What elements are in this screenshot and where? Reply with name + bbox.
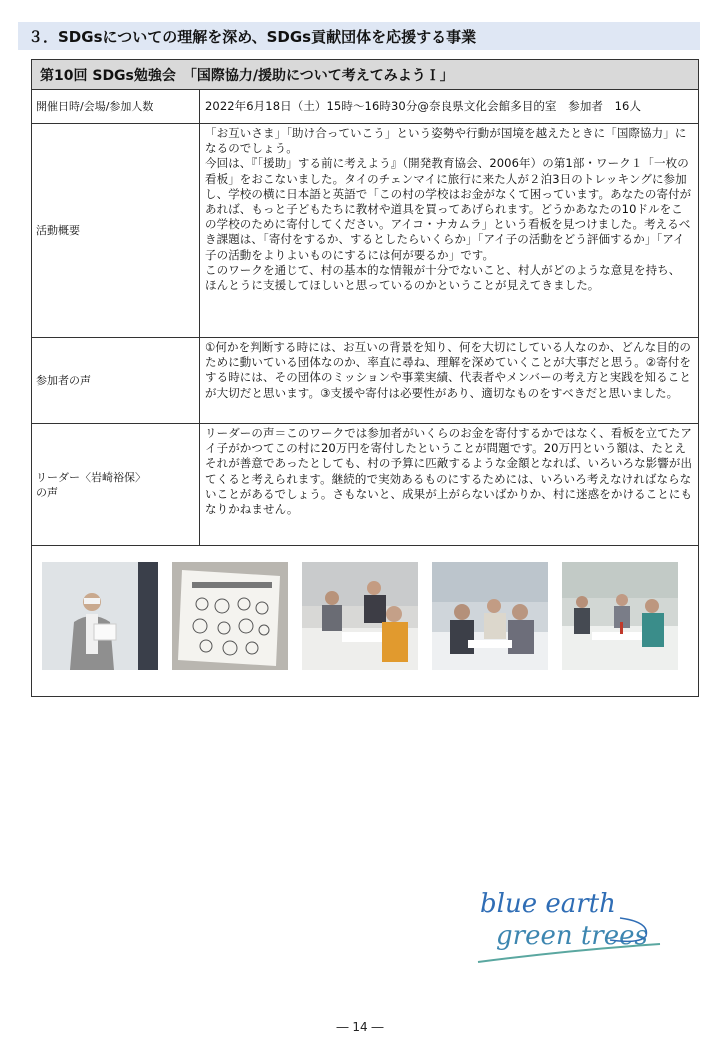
row-leader-voice bbox=[32, 424, 698, 546]
row-content: 2022年6月18日（土）15時～16時30分@奈良県文化会館多目的室 参加者 16人 bbox=[205, 98, 642, 113]
row-content: ①何かを判断する時には、お互いの背景を知り、何を大切にしている人なのか、どんな目的のために動いている団体なのか、率直に尋ね、理解を深めていくことが大事だと思う。②寄付をする時には、その団体のミッションや事業実績、代表者やメンバーの考え方と実践を知ることが大切だと思います。③支援や寄付は必要性があり、適切なものをすべきだと思いました。 bbox=[205, 340, 692, 400]
row-date-venue bbox=[32, 90, 698, 124]
logo-line-1: blue earth bbox=[480, 889, 616, 919]
photo-worksheet bbox=[172, 562, 288, 670]
row-activity-summary bbox=[32, 124, 698, 338]
photo-table-group bbox=[562, 562, 678, 670]
row-content: リーダーの声＝このワークでは参加者がいくらのお金を寄付するかではなく、看板を立てたアイ子がかつてこの村に20万円を寄付したということが問題です。20万円という額は、たとえそれが善意であったとしても、村の予算に匹敵するような金額となれば、いろいろな影響が出てくると考えられます。継続的で実効あるものにするためには、いろいろ考えなければならないことがあるでしょう。さもないと、成果が上がらないばかりか、村に迷惑をかけることにもなりかねません。 bbox=[205, 426, 693, 517]
section-heading: ３．SDGsについての理解を深め、SDGs貢献団体を応援する事業 bbox=[18, 22, 700, 50]
row-content: 「お互いさま」「助け合っていこう」という姿勢や行動が国境を越えたときに「国際協力」になるのでしょう。 今回は、『「援助」する前に考えよう』（開発教育協会、2006年）の第1部・ワーク１「一枚の看板」をおこないました。タイのチェンマイに旅行に来た人が２泊3日のトレッキングに参加し、学校の横に日本語と英語で「この村の学校はお金がなくて困っています。あなたの寄付があれば、もっと子どもたちに教材や道具を買ってあげられます。どうかあなたの10ドルをこの学校のために寄付してください。アイコ・ナカムラ」という看板を見つけました。考えるべき課題は、「寄付をするか、するとしたらいくらか」「アイ子の活動をどう評価するか」「アイ子の活動をよりよいものにするには何が要るか」です。 このワークを通じて、村の基本的な情報が十分でないこと、村人がどのような意見を持ち、 ほんとうに支援してほしいと思っているのかということが見えてきました。 bbox=[205, 126, 692, 293]
row-label: 参加者の声 bbox=[32, 338, 200, 423]
blue-earth-green-trees-logo bbox=[470, 878, 670, 970]
row-label: リーダー〈岩崎裕保〉 の声 bbox=[32, 424, 200, 545]
photo-participants-working bbox=[432, 562, 548, 670]
report-table bbox=[31, 59, 699, 697]
page-number: ― 14 ― bbox=[336, 1020, 384, 1034]
report-title: 第10回 SDGs勉強会 「国際協力/援助について考えてみようＩ」 bbox=[32, 60, 698, 90]
logo-line-2: green trees bbox=[496, 921, 648, 951]
photo-speaker bbox=[42, 562, 158, 670]
photo-group-discussion bbox=[302, 562, 418, 670]
photo-strip bbox=[32, 546, 698, 696]
row-label: 活動概要 bbox=[32, 124, 200, 337]
row-label: 開催日時/会場/参加人数 bbox=[32, 90, 200, 123]
row-participant-voices bbox=[32, 338, 698, 424]
